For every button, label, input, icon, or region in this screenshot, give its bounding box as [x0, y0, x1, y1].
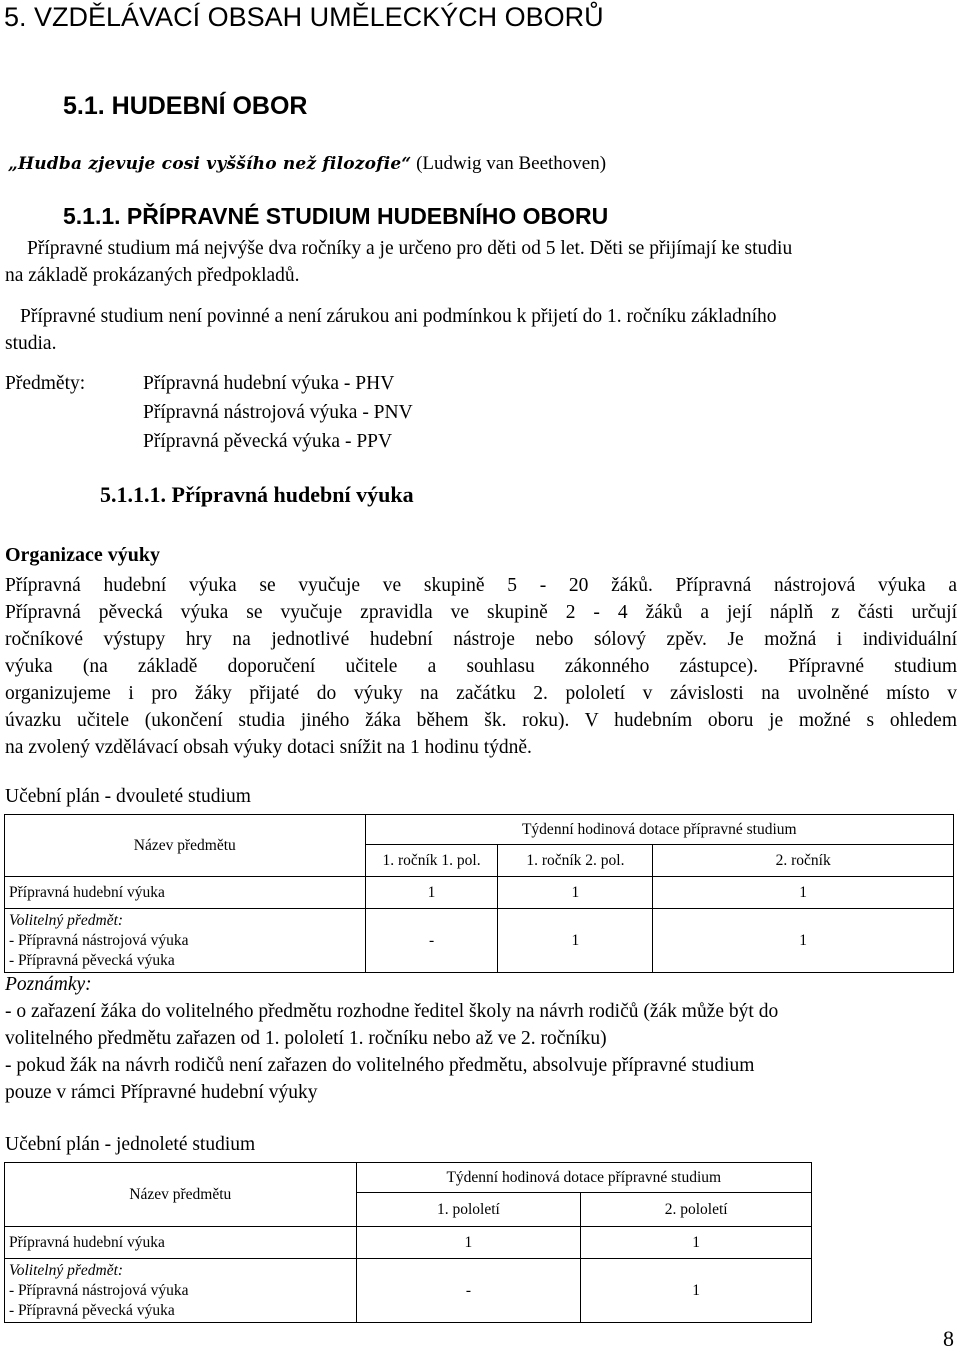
column-header: 2. ročník	[653, 845, 954, 877]
notes-block	[5, 998, 957, 1106]
quote	[8, 153, 606, 175]
plan-two-year-table	[4, 814, 954, 973]
paragraph-line: ročníkové výstupy hry na jednotlivé hudební nástroje nebo sólový zpěv. Je možná i individuální	[5, 629, 957, 650]
organization-heading: Organizace výuky	[5, 544, 160, 566]
intro-line-4: studia.	[5, 333, 57, 354]
quote-open: „	[8, 154, 18, 174]
cell-value: 1	[653, 877, 954, 909]
elective-label: Volitelný předmět:	[9, 1261, 124, 1279]
cell-value: 1	[581, 1259, 812, 1323]
paragraph-line: výuka (na základě doporučení učitele a souhlasu zákonného zástupce). Přípravné studium	[5, 656, 957, 677]
paragraph-line: úvazku učitele (ukončení studia jiného žáka během šk. roku). V hudebním oboru je možné s ohledem	[5, 710, 957, 731]
elective-item: - Přípravná pěvecká výuka	[9, 951, 175, 969]
quote-author: (Ludwig van Beethoven)	[411, 153, 607, 174]
column-header: 1. ročník 2. pol.	[498, 845, 653, 877]
subject-item: Přípravná nástrojová výuka - PNV	[143, 402, 413, 423]
paragraph-line: Přípravná pěvecká výuka se vyučuje zpravidla ve skupině 2 - 4 žáků a její náplň z části určují	[5, 602, 957, 623]
subsubsection-heading: 5.1.1.1. Přípravná hudební výuka	[100, 482, 414, 507]
note-line: pouze v rámci Přípravné hudební výuky	[5, 1082, 318, 1103]
subsection-heading: 5.1.1. PŘÍPRAVNÉ STUDIUM HUDEBNÍHO OBORU	[63, 203, 609, 229]
subject-header: Název předmětu	[5, 815, 366, 877]
plan-one-year-table	[4, 1162, 812, 1323]
elective-cell	[5, 909, 366, 973]
cell-value: 1	[581, 1227, 812, 1259]
elective-item: - Přípravná pěvecká výuka	[9, 1301, 175, 1319]
row-name: Přípravná hudební výuka	[5, 1227, 357, 1259]
chapter-heading: 5. VZDĚLÁVACÍ OBSAH UMĚLECKÝCH OBORŮ	[4, 2, 604, 32]
page-number: 8	[943, 1326, 954, 1351]
note-line: - pokud žák na návrh rodičů není zařazen do volitelného předmětu, absolvuje přípravné studium	[5, 1055, 755, 1076]
elective-item: - Přípravná nástrojová výuka	[9, 1281, 189, 1299]
column-header: 1. ročník 1. pol.	[365, 845, 498, 877]
paragraph-line: Přípravná hudební výuka se vyučuje ve skupině 5 - 20 žáků. Přípravná nástrojová výuka a	[5, 575, 957, 596]
quote-text: Hudba zjevuje cosi vyššího než filozofie	[17, 154, 402, 174]
note-line: volitelného předmětu zařazen od 1. pololetí 1. ročníku nebo až ve 2. ročníku)	[5, 1028, 607, 1049]
column-header: 1. pololetí	[356, 1193, 581, 1227]
cell-value: 1	[365, 877, 498, 909]
cell-value: 1	[498, 877, 653, 909]
notes-title: Poznámky:	[5, 974, 92, 995]
paragraph-line: na zvolený vzdělávací obsah výuky dotaci snížit na 1 hodinu týdně.	[5, 737, 532, 758]
cell-value: 1	[653, 909, 954, 973]
cell-value: -	[356, 1259, 581, 1323]
column-header: 2. pololetí	[581, 1193, 812, 1227]
elective-label: Volitelný předmět:	[9, 911, 124, 929]
subject-header: Název předmětu	[5, 1163, 357, 1227]
intro-line-3: Přípravné studium není povinné a není zárukou ani podmínkou k přijetí do 1. ročníku základního	[20, 306, 777, 327]
section-heading: 5.1. HUDEBNÍ OBOR	[63, 92, 308, 120]
dotace-header: Týdenní hodinová dotace přípravné studium	[365, 815, 953, 845]
cell-value: 1	[356, 1227, 581, 1259]
plan-two-year-title: Učební plán - dvouleté studium	[5, 786, 251, 807]
cell-value: 1	[498, 909, 653, 973]
subject-item: Přípravná pěvecká výuka - PPV	[143, 431, 393, 452]
elective-cell	[5, 1259, 357, 1323]
subject-item: Přípravná hudební výuka - PHV	[143, 373, 395, 394]
row-name: Přípravná hudební výuka	[5, 877, 366, 909]
plan-one-year-title: Učební plán - jednoleté studium	[5, 1134, 256, 1155]
note-line: - o zařazení žáka do volitelného předmětu rozhodne ředitel školy na návrh rodičů (žák může být do	[5, 1001, 779, 1022]
paragraph-line: organizujeme i pro žáky přijaté do výuky na začátku 2. pololetí v závislosti na uvolněné místo v	[5, 683, 957, 704]
intro-line-2: na základě prokázaných předpokladů.	[5, 265, 300, 286]
dotace-header: Týdenní hodinová dotace přípravné studium	[356, 1163, 811, 1193]
cell-value: -	[365, 909, 498, 973]
intro-line-1: Přípravné studium má nejvýše dva ročníky a je určeno pro děti od 5 let. Děti se přijímají ke studiu	[27, 238, 793, 259]
organization-paragraph	[5, 572, 957, 761]
quote-close: “	[401, 154, 412, 174]
subjects-label: Předměty:	[5, 373, 86, 394]
elective-item: - Přípravná nástrojová výuka	[9, 931, 189, 949]
